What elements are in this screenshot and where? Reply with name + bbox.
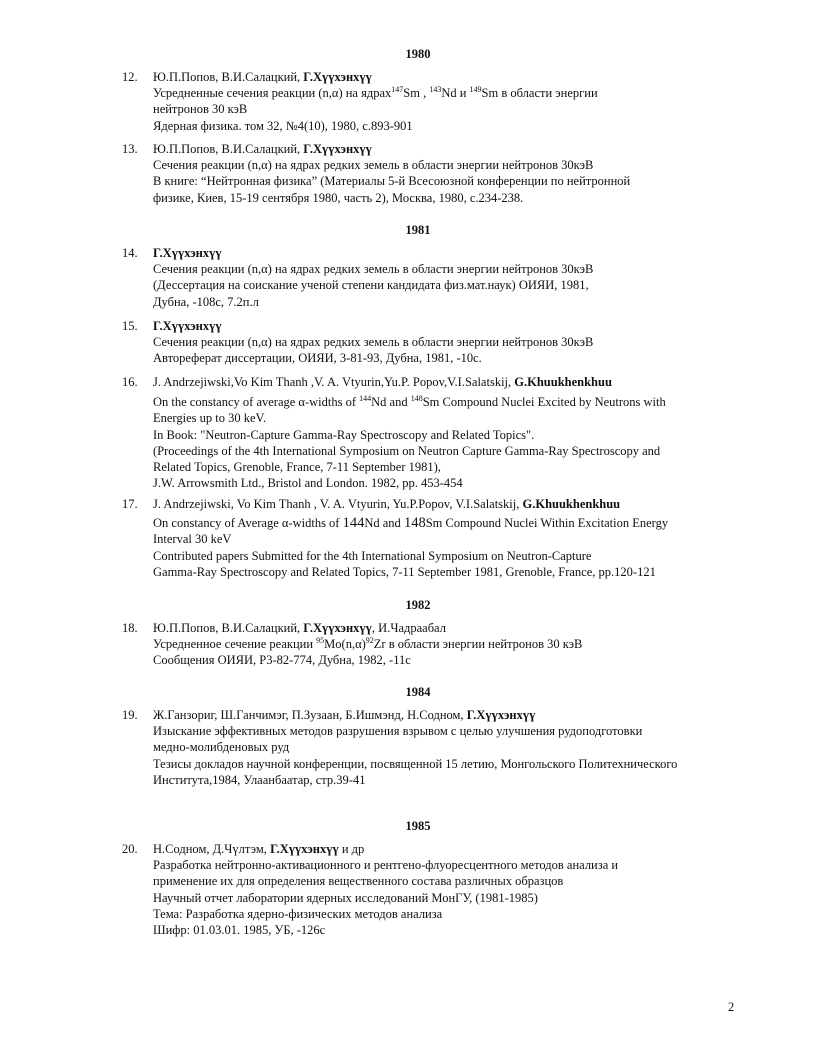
reference-entry-19 — [122, 707, 762, 788]
year-heading-1981: 1981 — [405, 223, 431, 237]
entry-number: 12. — [122, 70, 138, 84]
entry-number: 18. — [122, 621, 138, 635]
entry-source: (Дессертация на соискание ученой степени кандидата физ.мат.наук) ОИЯИ, 1981, — [153, 278, 589, 293]
entry-source: Contributed papers Submitted for the 4th International Symposium on Neutron-Capture — [153, 548, 592, 563]
reference-entry-16 — [122, 374, 762, 491]
reference-entry-15 — [122, 318, 762, 367]
entry-source-cont: J.W. Arrowsmith Ltd., Bristol and London. 1982, pp. 453-454 — [153, 476, 463, 491]
entry-title-cont: Interval 30 keV — [153, 532, 232, 547]
entry-title: Сечения реакции (n,α) на ядрах редких земель в области энергии нейтронов 30кэВ — [153, 158, 594, 173]
entry-authors — [153, 245, 762, 261]
highlighted-author: Г.Хүүхэнхүү — [466, 708, 536, 722]
entry-authors: Ю.П.Попов, В.И.Салацкий, Г.Хүүхэнхүү, И.Чадраабал — [153, 621, 446, 635]
year-heading-1985: 1985 — [405, 819, 431, 833]
entry-source: Ядерная физика. том 32, №4(10), 1980, с.893-901 — [153, 118, 413, 133]
entry-title-cont: Energies up to 30 keV. — [153, 411, 267, 426]
reference-entry-17 — [122, 496, 762, 580]
entry-number: 16. — [122, 375, 138, 389]
entry-authors: J. Andrzejiwski, Vo Kim Thanh , V. A. Vtyurin, Yu.P.Popov, V.I.Salatskij, G.Khuukhenkhuu — [153, 497, 621, 511]
entry-title: Сечения реакции (n,α) на ядрах редких земель в области энергии нейтронов 30кэВ — [153, 335, 594, 350]
entry-authors: J. Andrzejiwski,Vo Kim Thanh ,V. A. Vtyurin,Yu.P. Popov,V.I.Salatskij, G.Khuukhenkhuu — [153, 375, 612, 389]
page-number: 2 — [728, 1000, 735, 1014]
highlighted-author: Г.Хүүхэнхүү — [303, 70, 372, 84]
entry-source: Автореферат диссертации, ОИЯИ, 3-81-93, Дубна, 1981, -10с. — [153, 351, 482, 366]
entry-source-cont: Тема: Разработка ядерно-физических методов анализа — [153, 906, 443, 921]
entry-source: Научный отчет лаборатории ядерных исследований МонГУ, (1981-1985) — [153, 890, 538, 905]
entry-authors: Ю.П.Попов, В.И.Салацкий, Г.Хүүхэнхүү — [153, 142, 372, 156]
entry-source-cont: Gamma-Ray Spectroscopy and Related Topics, 7-11 September 1981, Grenoble, France, pp.120-121 — [153, 564, 656, 579]
entry-source-cont: Related Topics, Grenoble, France, 7-11 September 1981), — [153, 460, 441, 475]
highlighted-author: Г.Хүүхэнхүү — [153, 246, 222, 260]
entry-source-cont: физике, Киев, 15-19 сентября 1980, часть 2), Москва, 1980, с.234-238. — [153, 190, 524, 205]
highlighted-author: Г.Хүүхэнхүү — [303, 621, 372, 635]
highlighted-author: G.Khuukhenkhuu — [522, 497, 621, 511]
entry-title-cont: нейтронов 30 кэВ — [153, 102, 248, 117]
entry-title: On constancy of Average α-widths of 144Nd and 148Sm Compound Nuclei Within Excitation Energy — [153, 515, 669, 532]
entry-title: On the constancy of average α-widths of $^{144}$Nd and $^{148}$Sm Compound Nuclei Excited by Neutrons with — [153, 394, 666, 410]
entry-title: Усредненное сечение реакции $^{95}Mo(n,\alpha)^{92}Zr$ в области энергии нейтронов 30 кэВ — [153, 636, 583, 652]
entry-source: In Book: "Neutron-Capture Gamma-Ray Spectroscopy and Related Topics". — [153, 427, 535, 442]
entry-title: Усредненные сечения реакции (n,α) на ядрах$^{147}$Sm , $^{143}$Nd и $^{149}$Sm в области энергии — [153, 85, 598, 101]
entry-number: 13. — [122, 142, 138, 156]
entry-authors — [153, 318, 762, 334]
reference-entry-20 — [122, 841, 762, 938]
year-heading-1984: 1984 — [405, 685, 431, 699]
entry-title: Сечения реакции (n,α) на ядрах редких земель в области энергии нейтронов 30кэВ — [153, 262, 594, 277]
year-heading-1982: 1982 — [405, 598, 431, 612]
entry-source-cont: Института,1984, Улаанбаатар, стр.39-41 — [153, 772, 366, 787]
reference-entry-18 — [122, 620, 762, 669]
entry-authors: Н.Содном, Д.Чүлтэм, Г.Хүүхэнхүү и др — [153, 842, 365, 856]
reference-entry-13 — [122, 141, 762, 206]
entry-source-cont: Шифр: 01.03.01. 1985, УБ, -126с — [153, 923, 326, 938]
entry-number: 19. — [122, 708, 138, 722]
reference-entry-14 — [122, 245, 762, 310]
entry-source: Сообщения ОИЯИ, Р3-82-774, Дубна, 1982, -11с — [153, 653, 411, 668]
entry-number: 14. — [122, 246, 138, 260]
entry-authors: Ж.Ганзориг, Ш.Ганчимэг, П.Зузаан, Б.Ишмэнд, Н.Содном, Г.Хүүхэнхүү — [153, 708, 536, 722]
entry-title: Разработка нейтронно-активационного и рентгено-флуоресцентного методов анализа и — [153, 858, 619, 873]
highlighted-author: Г.Хүүхэнхүү — [153, 319, 222, 333]
highlighted-author: G.Khuukhenkhuu — [514, 375, 612, 389]
reference-entry-12 — [122, 69, 762, 134]
year-heading-1980: 1980 — [405, 47, 431, 61]
entry-source: Тезисы докладов научной конференции, посвященной 15 летию, Монгольского Политехнического — [153, 756, 678, 771]
entry-authors: Ю.П.Попов, В.И.Салацкий, Г.Хүүхэнхүү — [153, 70, 372, 84]
highlighted-author: Г.Хүүхэнхүү — [270, 842, 339, 856]
entry-title: Изыскание эффективных методов разрушения взрывом с целью улучшения рудоподготовки — [153, 724, 643, 739]
highlighted-author: Г.Хүүхэнхүү — [303, 142, 372, 156]
entry-source-cont: (Proceedings of the 4th International Symposium on Neutron Capture Gamma-Ray Spectroscopy and — [153, 443, 661, 458]
entry-number: 20. — [122, 842, 138, 856]
entry-source: В книге: “Нейтронная физика” (Материалы 5-й Всесоюзной конференции по нейтронной — [153, 174, 631, 189]
entry-source-cont: Дубна, -108с, 7.2п.л — [153, 294, 259, 309]
entry-title-cont: применение их для определения вещественного состава различных образцов — [153, 874, 564, 889]
entry-title-cont: медно-молибденовых руд — [153, 740, 290, 755]
entry-number: 15. — [122, 319, 138, 333]
entry-number: 17. — [122, 497, 138, 511]
